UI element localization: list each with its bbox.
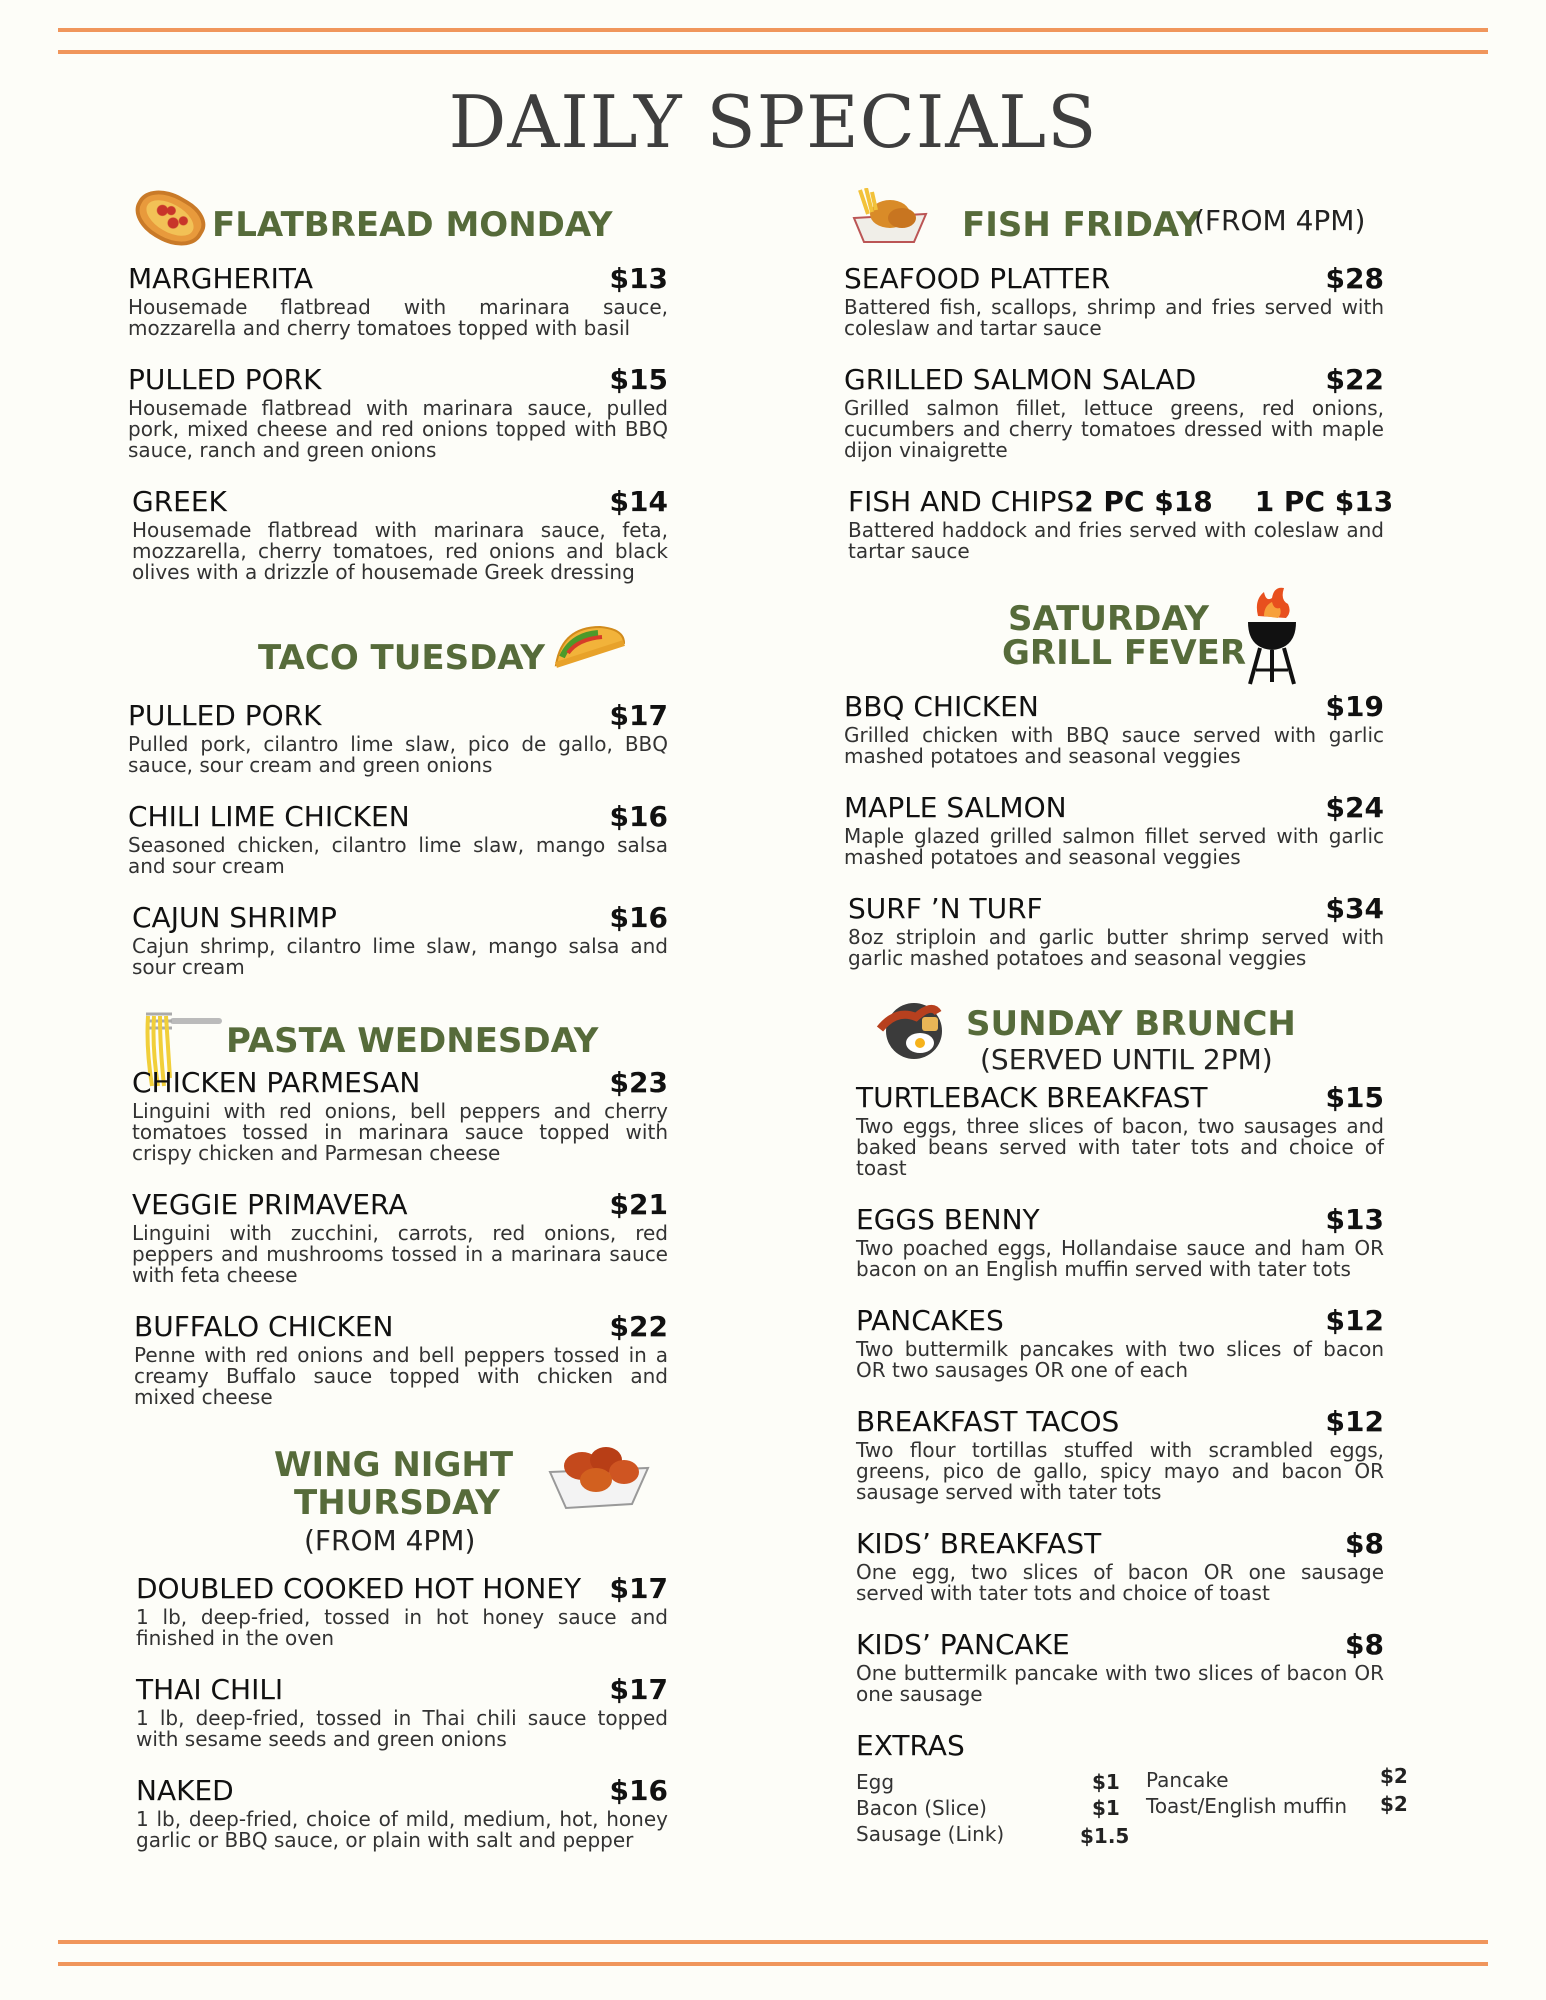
item-name: KIDS’ PANCAKE [856,1628,1070,1661]
bottom-rule [58,1940,1488,1944]
menu-item [844,262,1384,339]
menu-item [128,262,668,339]
item-description: Grilled salmon fillet, lettuce greens, red onions, cucumbers and cherry tomatoes dressed with maple dijon vinaigrette [844,396,1384,462]
item-price: $24 [1325,791,1384,824]
item-description: Two buttermilk pancakes with two slices of bacon OR two sausages OR one of each [856,1337,1384,1382]
section-title-line1: SATURDAY [1008,599,1210,639]
menu-item [844,690,1384,767]
item-price: $22 [609,1310,668,1343]
item-name: SEAFOOD PLATTER [844,262,1111,295]
item-name: CAJUN SHRIMP [132,901,337,934]
item-price: $17 [609,699,668,732]
section-sunday-brunch [844,993,1408,1860]
section-title: SUNDAY BRUNCH [966,1004,1296,1044]
section-saturday-grill-fever [844,586,1384,969]
menu-item [128,800,668,877]
item-description: 1 lb, deep-fried, tossed in hot honey sauce and finished in the oven [136,1605,668,1650]
item-description: 8oz striploin and garlic butter shrimp served with garlic mashed potatoes and seasonal veggies [848,925,1384,970]
section-header [128,1432,668,1572]
item-price-1pc: 1 PC $13 [1254,485,1394,518]
item-price: $34 [1325,892,1384,925]
section-header [844,586,1384,690]
extra-name: Toast/English muffin [1146,1794,1348,1818]
item-price: $8 [1345,1527,1384,1560]
item-price-2pc: 2 PC $18 [1074,485,1213,518]
item-description: Pulled pork, cilantro lime slaw, pico de gallo, BBQ sauce, sour cream and green onions [128,732,668,777]
fish-and-chips-icon [852,188,928,244]
item-description: Grilled chicken with BBQ sauce served with garlic mashed potatoes and seasonal veggies [844,723,1384,768]
item-price: $19 [1325,690,1384,723]
item-price: $12 [1325,1304,1384,1337]
item-description: 1 lb, deep-fried, tossed in Thai chili sauce topped with sesame seeds and green onions [136,1706,668,1751]
item-description: Two eggs, three slices of bacon, two sausages and baked beans served with tater tots and choice of toast [856,1114,1384,1180]
menu-item [856,1203,1384,1280]
right-column [844,182,1408,1860]
menu-item [132,1066,668,1164]
item-description: Battered fish, scallops, shrimp and fries served with coleslaw and tartar sauce [844,295,1384,340]
menu-item [132,485,668,583]
menu-item [134,1310,668,1408]
item-name: BREAKFAST TACOS [856,1405,1120,1438]
item-price: $21 [609,1188,668,1221]
item-description: Seasoned chicken, cilantro lime slaw, mango salsa and sour cream [128,833,668,878]
item-name: FISH AND CHIPS [848,485,1075,518]
menu-item [848,485,1394,563]
item-price: $16 [609,800,668,833]
extra-name: Bacon (Slice) [856,1796,987,1820]
item-price: $28 [1325,262,1384,295]
item-description: One buttermilk pancake with two slices of bacon OR one sausage [856,1661,1384,1706]
section-title: FISH FRIDAY [962,205,1201,245]
item-description: Linguini with zucchini, carrots, red onions, red peppers and mushrooms tossed in a marinara sauce with feta cheese [132,1221,668,1287]
item-description: Maple glazed grilled salmon fillet served with garlic mashed potatoes and seasonal veggies [844,824,1384,869]
menu-item [132,901,668,978]
item-description: Cajun shrimp, cilantro lime slaw, mango salsa and sour cream [132,934,668,979]
section-header [844,182,1384,262]
item-name: DOUBLED COOKED HOT HONEY [136,1572,582,1605]
section-fish-friday [844,182,1394,563]
item-price: $13 [1325,1203,1384,1236]
section-wing-night-thursday [128,1432,668,1851]
menu-item [136,1673,668,1750]
item-description: 1 lb, deep-fried, choice of mild, medium, hot, honey garlic or BBQ sauce, or plain with salt and pepper [136,1807,668,1852]
menu-item [856,1081,1384,1179]
menu-item [856,1527,1384,1604]
item-description: Two flour tortillas stuffed with scrambled eggs, greens, pico de gallo, spicy mayo and bacon OR sausage served with tater tots [856,1438,1384,1504]
extra-name: Pancake [1146,1768,1229,1792]
item-price: $13 [609,262,668,295]
item-name: MARGHERITA [128,262,314,295]
item-description: One egg, two slices of bacon OR one sausage served with tater tots and choice of toast [856,1560,1384,1605]
section-title: PASTA WEDNESDAY [226,1021,599,1061]
item-name: PULLED PORK [128,363,322,396]
item-description: Linguini with red onions, bell peppers and cherry tomatoes tossed in marinara sauce topped with crispy chicken and Parmesan cheese [132,1099,668,1165]
item-price: $22 [1325,363,1384,396]
item-name: MAPLE SALMON [844,791,1067,824]
menu-item [844,791,1384,868]
item-description: Two poached eggs, Hollandaise sauce and ham OR bacon on an English muffin served with tater tots [856,1236,1384,1281]
item-price: $16 [609,901,668,934]
extra-price: $1.5 [1080,1824,1130,1848]
menu-item [136,1572,668,1649]
extra-price: $1 [1092,1770,1120,1794]
item-price: $16 [609,1774,668,1807]
section-header [128,1002,668,1066]
item-name: PANCAKES [856,1304,1004,1337]
menu-item [844,363,1384,461]
item-price: $23 [609,1066,668,1099]
extra-name: Sausage (Link) [856,1822,1005,1846]
item-name: GREEK [132,485,227,518]
item-name: PULLED PORK [128,699,322,732]
section-note: (FROM 4PM) [1194,204,1366,237]
item-name: GRILLED SALMON SALAD [844,363,1197,396]
extras-title: EXTRAS [856,1729,965,1762]
item-description: Battered haddock and fries served with coleslaw and tartar sauce [848,518,1384,563]
item-price: $15 [609,363,668,396]
menu-item [856,1628,1384,1705]
bacon-and-eggs-icon [876,999,946,1061]
section-title: FLATBREAD MONDAY [212,205,613,245]
menu-item [132,1188,668,1286]
item-price: $14 [609,485,668,518]
item-name: SURF ’N TURF [848,892,1043,925]
item-price: $15 [1325,1081,1384,1114]
item-description: Housemade flatbread with marinara sauce, pulled pork, mixed cheese and red onions topped with BBQ sauce, ranch and green onions [128,396,668,462]
left-column [128,182,668,1875]
item-description: Housemade flatbread with marinara sauce, mozzarella and cherry tomatoes topped with basil [128,295,668,340]
section-flatbread-monday [128,182,668,583]
item-price: $8 [1345,1628,1384,1661]
top-rule-inner [58,50,1488,54]
section-title-line1: WING NIGHT [274,1445,514,1485]
section-note: (SERVED UNTIL 2PM) [980,1043,1273,1076]
item-name: CHILI LIME CHICKEN [128,800,410,833]
menu-item [856,1304,1384,1381]
taco-icon [552,623,628,669]
page-title: DAILY SPECIALS [448,80,1098,164]
item-name: CHICKEN PARMESAN [132,1066,421,1099]
flatbread-icon [127,179,213,257]
section-title: TACO TUESDAY [258,638,545,678]
menu-item [136,1774,668,1851]
item-price: $12 [1325,1405,1384,1438]
bottom-rule-inner [58,1962,1488,1966]
section-note: (FROM 4PM) [304,1524,476,1557]
item-price: $17 [609,1572,668,1605]
section-title-line2: THURSDAY [294,1483,500,1523]
section-title-line2: GRILL FEVER [1002,633,1247,673]
section-pasta-wednesday [128,1002,668,1408]
item-name: EGGS BENNY [856,1203,1040,1236]
chicken-wings-icon [546,1432,652,1512]
menu-item [128,363,668,461]
bbq-grill-icon [1244,586,1300,686]
brunch-items [856,1081,1408,1860]
section-header [128,619,668,699]
extras-list [856,1764,1408,1860]
item-name: BBQ CHICKEN [844,690,1039,723]
extra-price: $2 [1380,1792,1408,1816]
item-name: TURTLEBACK BREAKFAST [856,1081,1208,1114]
item-prices [1074,485,1393,518]
item-name: NAKED [136,1774,234,1807]
extra-price: $2 [1380,1764,1408,1788]
extra-name: Egg [856,1770,895,1794]
menu-item [856,1405,1384,1503]
section-header [844,993,1384,1081]
item-price: $17 [609,1673,668,1706]
item-name: THAI CHILI [136,1673,284,1706]
item-description: Penne with red onions and bell peppers tossed in a creamy Buffalo sauce topped with chicken and mixed cheese [134,1343,668,1409]
top-rule [58,28,1488,32]
item-name: KIDS’ BREAKFAST [856,1527,1102,1560]
menu-item [848,892,1384,969]
extra-price: $1 [1092,1796,1120,1820]
section-taco-tuesday [128,619,668,978]
menu-item [128,699,668,776]
section-header [128,182,668,262]
item-name: VEGGIE PRIMAVERA [132,1188,408,1221]
item-description: Housemade flatbread with marinara sauce, feta, mozzarella, cherry tomatoes, red onions and black olives with a drizzle of housemade Greek dressing [132,518,668,584]
item-name: BUFFALO CHICKEN [134,1310,394,1343]
